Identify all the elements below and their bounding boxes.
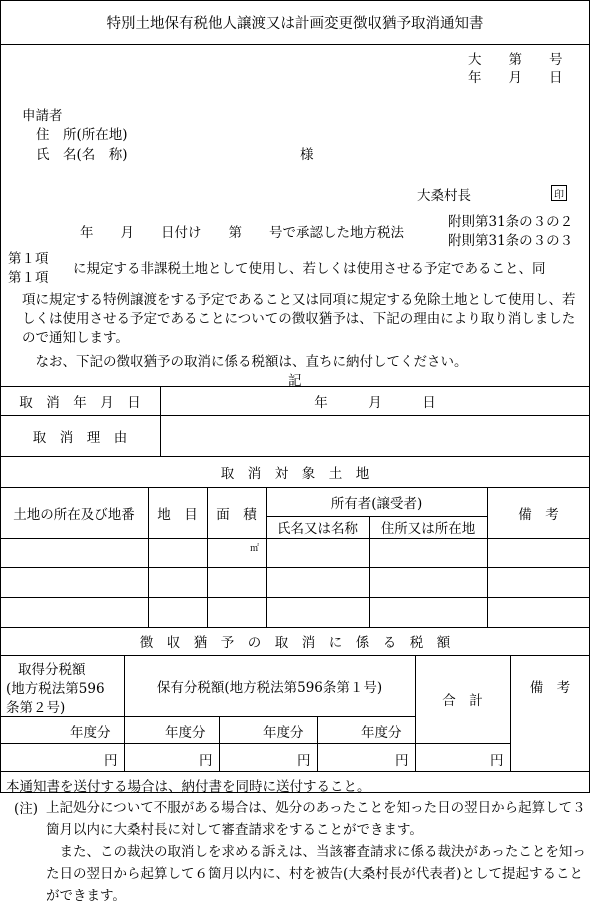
divider — [0, 716, 415, 717]
fiscal-year-label: 年度分 — [361, 725, 402, 741]
land-section-title: 取 消 対 象 土 地 — [220, 465, 370, 482]
col-land-category: 地 目 — [157, 506, 198, 523]
cancel-date-value: 年 月 日 — [314, 394, 436, 411]
acquisition-tax-label: 取得分税額 — [18, 662, 86, 678]
note-prefix: (注) — [14, 801, 39, 817]
fiscal-year-label: 年度分 — [165, 725, 206, 741]
fiscal-year-label: 年度分 — [263, 725, 304, 741]
divider — [0, 538, 590, 539]
document-title: 特別土地保有税他人譲渡又は計画変更徴収猶予取消通知書 — [106, 15, 484, 32]
ki-mark: 記 — [288, 373, 302, 389]
lawsuit-note: また、この裁決の取消しを求める訴えは、当該審査請求に係る裁決があったことを知った日の翌日から起算して６箇月以内に、村を被告(大桑村長が代表者)として提起することができます。 — [46, 844, 586, 904]
applicant-heading: 申請者 — [22, 108, 63, 124]
clause-option-b: 第１項 — [8, 270, 49, 286]
send-note: 本通知書を送付する場合は、納付書を同時に送付すること。 — [6, 779, 371, 795]
seal-mark: 印 — [551, 185, 567, 201]
divider — [0, 567, 590, 568]
document-date: 年 月 日 — [468, 70, 563, 86]
applicant-honorific: 様 — [300, 147, 314, 163]
divider — [219, 716, 220, 771]
applicant-address-label: 住 所(所在地) — [36, 127, 128, 143]
col-owner-name: 氏名又は名称 — [277, 521, 358, 537]
cancel-date-label: 取 消 年 月 日 — [19, 394, 141, 411]
appeal-note: 上記処分について不服がある場合は、処分のあったことを知った日の翌日から起算して３箇月以内に大桑村長に対して審査請求をすることができます。 — [46, 800, 586, 838]
yen-unit: 円 — [104, 753, 118, 769]
divider — [0, 597, 590, 598]
issuer-name: 大桑村長 — [417, 188, 471, 204]
divider — [317, 716, 318, 771]
body-line-continue: に規定する非課税土地として使用し、若しくは使用させる予定であること、同 — [73, 261, 546, 277]
article-option-b: 附則第31条の３の３ — [448, 233, 574, 249]
divider — [0, 743, 510, 744]
col-area: 面 積 — [216, 506, 257, 523]
payment-note: なお、下記の徴収猶予の取消に係る税額は、直ちに納付してください。 — [22, 354, 468, 370]
body-paragraph: 項に規定する特例譲渡をする予定であること又は同項に規定する免除土地として使用し、若しくは使用させる予定であることについての徴収猶予は、下記の理由により取り消しましたので通知します。 — [22, 292, 576, 346]
tax-section-title: 徴 収 猶 予 の 取 消 に 係 る 税 額 — [139, 635, 451, 651]
total-label: 合 計 — [442, 693, 483, 709]
yen-unit: 円 — [297, 753, 311, 769]
cancel-reason-label: 取 消 理 由 — [32, 429, 128, 446]
col-location: 土地の所在及び地番 — [13, 506, 135, 523]
yen-unit: 円 — [199, 753, 213, 769]
acquisition-tax-label-2: (地方税法第596 — [6, 681, 105, 697]
col-owner-address: 住所又は所在地 — [380, 521, 476, 537]
col-remarks: 備 考 — [518, 506, 559, 523]
approval-line: 年 月 日付け 第 号で承認した地方税法 — [80, 225, 404, 241]
article-option-a: 附則第31条の３の２ — [448, 214, 574, 230]
fiscal-year-label: 年度分 — [70, 725, 111, 741]
holding-tax-label: 保有分税額(地方税法第596条第１号) — [156, 679, 383, 696]
document-number: 大 第 号 — [468, 52, 563, 68]
clause-option-a: 第１項 — [8, 251, 49, 267]
divider — [0, 771, 590, 772]
col-owner: 所有者(譲受者) — [330, 495, 423, 512]
area-unit: ㎡ — [250, 544, 260, 554]
acquisition-tax-label-3: 条第２号) — [6, 700, 66, 716]
applicant-name-label: 氏 名(名 称) — [36, 147, 128, 163]
tax-remarks-label: 備 考 — [529, 679, 571, 696]
yen-unit: 円 — [490, 753, 504, 769]
yen-unit: 円 — [395, 753, 409, 769]
divider — [0, 44, 590, 45]
